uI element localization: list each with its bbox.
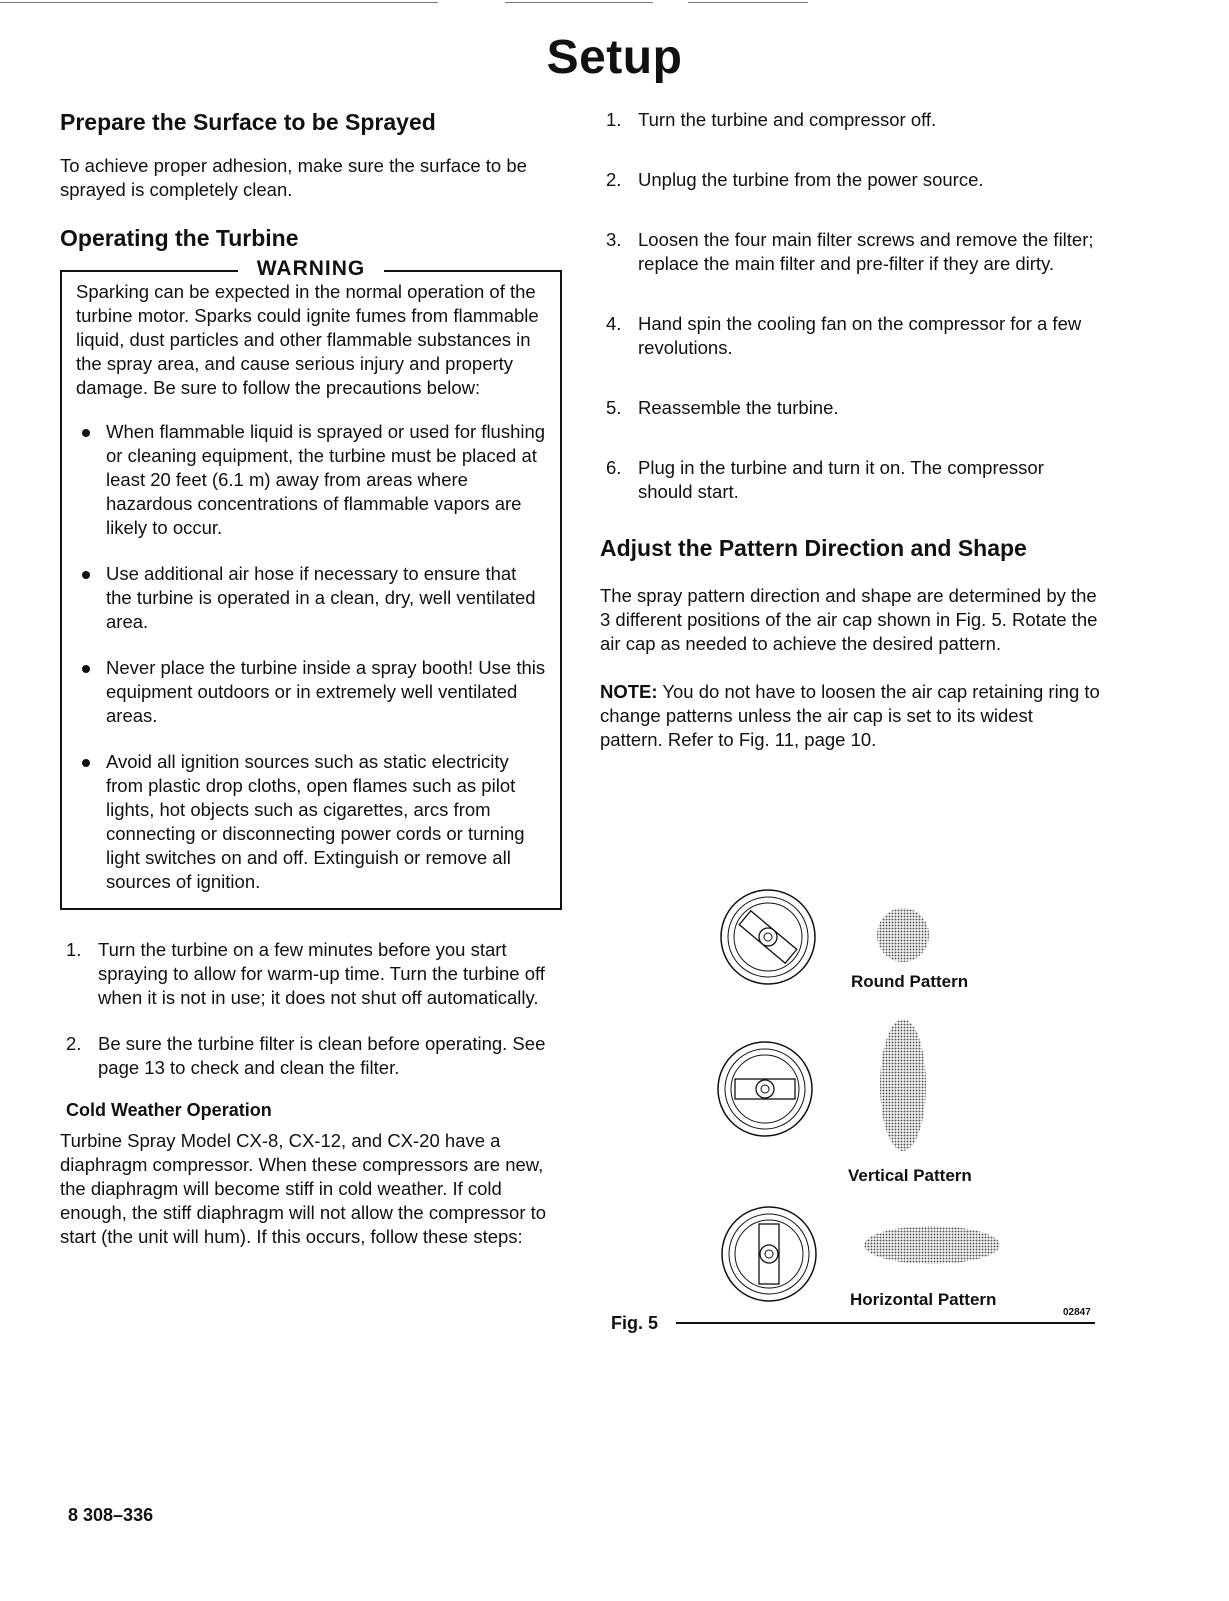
warning-bullet: When flammable liquid is sprayed or used for flushing or cleaning equipment, the turbine must be placed at least 20 feet (6.1 m) away from areas where hazardous concentrations of flammable vapors are likely to occur.	[76, 420, 546, 540]
warning-bullet: Avoid all ignition sources such as static electricity from plastic drop cloths, open flames such as pilot lights, hot objects such as cigarettes, arcs from connecting or disconnecting power cords or turning light switches on and off. Extinguish or remove all sources of ignition.	[76, 750, 546, 894]
step-number: 5.	[606, 397, 622, 418]
right-column	[600, 108, 1100, 752]
round-pattern-label: Round Pattern	[851, 972, 969, 991]
prepare-text: To achieve proper adhesion, make sure the surface to be sprayed is completely clean.	[60, 154, 527, 200]
cold-weather-text: Turbine Spray Model CX-8, CX-12, and CX-20 have a diaphragm compressor. When these compressors are new, the diaphragm will become stiff in cold weather. If cold enough, the stiff diaphragm will not allow the compressor to start (the unit will hum). If this occurs, follow these steps:	[60, 1129, 547, 1247]
operating-heading: Operating the Turbine	[60, 224, 299, 251]
vertical-spray-shape	[880, 1019, 926, 1151]
left-column	[60, 108, 550, 1249]
step-number: 1.	[606, 109, 622, 130]
round-spray-shape	[877, 908, 929, 962]
step-number: 2.	[606, 169, 622, 190]
warning-intro: Sparking can be expected in the normal operation of the turbine motor. Sparks could ignite fumes from flammable liquid, dust particles and other flammable substances in the spray area, and cause serious injury and property damage. Be sure to follow the precautions below:	[76, 280, 539, 398]
page-title: Setup	[546, 31, 683, 84]
cold-step	[600, 312, 1100, 360]
step-text: Turn the turbine on a few minutes before you start spraying to allow for warm-up time. Turn the turbine off when it is not in use; it does not shut off automatically.	[98, 938, 545, 1008]
turbine-step	[60, 1032, 550, 1080]
prepare-heading: Prepare the Surface to be Sprayed	[60, 109, 436, 135]
step-number: 6.	[606, 457, 622, 478]
figure-code: 02847	[1063, 1307, 1091, 1318]
cold-weather-heading: Cold Weather Operation	[66, 1099, 272, 1120]
top-rule-3	[688, 2, 808, 3]
warning-list	[76, 420, 546, 894]
horizontal-spray-shape	[864, 1226, 1000, 1264]
cold-step	[600, 168, 1100, 192]
cold-step	[600, 396, 1100, 420]
cold-step	[600, 108, 1100, 132]
cold-step	[600, 456, 1100, 504]
air-cap-horizontal	[722, 1207, 816, 1301]
step-number: 3.	[606, 229, 622, 250]
figure-label: Fig. 5	[611, 1313, 659, 1333]
adjust-text: The spray pattern direction and shape are determined by the 3 different positions of the air cap shown in Fig. 5. Rotate the air cap as needed to achieve the desired pattern.	[600, 584, 1098, 654]
turbine-step	[60, 938, 550, 1010]
air-cap-vertical	[718, 1042, 812, 1136]
step-text: Be sure the turbine filter is clean before operating. See page 13 to check and clean the filter.	[98, 1032, 546, 1078]
horizontal-pattern-label: Horizontal Pattern	[850, 1290, 997, 1309]
step-number: 2.	[66, 1032, 82, 1054]
warning-box	[60, 256, 562, 910]
note-text	[600, 680, 1100, 752]
vertical-pattern-label: Vertical Pattern	[848, 1166, 972, 1185]
step-text: Plug in the turbine and turn it on. The compressor should start.	[638, 457, 1044, 502]
air-cap-round	[721, 890, 815, 984]
note-body: You do not have to loosen the air cap retaining ring to change patterns unless the air cap is set to its widest pattern. Refer to Fig. 11, page 10.	[600, 680, 1100, 750]
cold-step	[600, 228, 1100, 276]
step-text: Reassemble the turbine.	[638, 397, 839, 418]
warning-label: WARNING	[256, 256, 366, 280]
step-text: Unplug the turbine from the power source.	[638, 169, 984, 190]
adjust-heading: Adjust the Pattern Direction and Shape	[600, 535, 1027, 561]
step-text: Hand spin the cooling fan on the compressor for a few revolutions.	[638, 313, 1082, 358]
step-number: 4.	[606, 313, 622, 334]
top-rule-1	[0, 2, 438, 3]
top-rule-2	[505, 2, 653, 3]
warning-bullet: Never place the turbine inside a spray booth! Use this equipment outdoors or in extremely well ventilated areas.	[76, 656, 546, 728]
page-footer: 8 308–336	[68, 1505, 154, 1525]
step-text: Loosen the four main filter screws and remove the filter; replace the main filter and pre-filter if they are dirty.	[638, 229, 1094, 274]
step-text: Turn the turbine and compressor off.	[638, 109, 937, 130]
note-label: NOTE:	[600, 680, 658, 702]
warning-bullet: Use additional air hose if necessary to ensure that the turbine is operated in a clean, dry, well ventilated area.	[76, 562, 546, 634]
step-number: 1.	[66, 938, 82, 960]
cold-steps	[600, 108, 1100, 504]
turbine-steps	[60, 938, 550, 1080]
